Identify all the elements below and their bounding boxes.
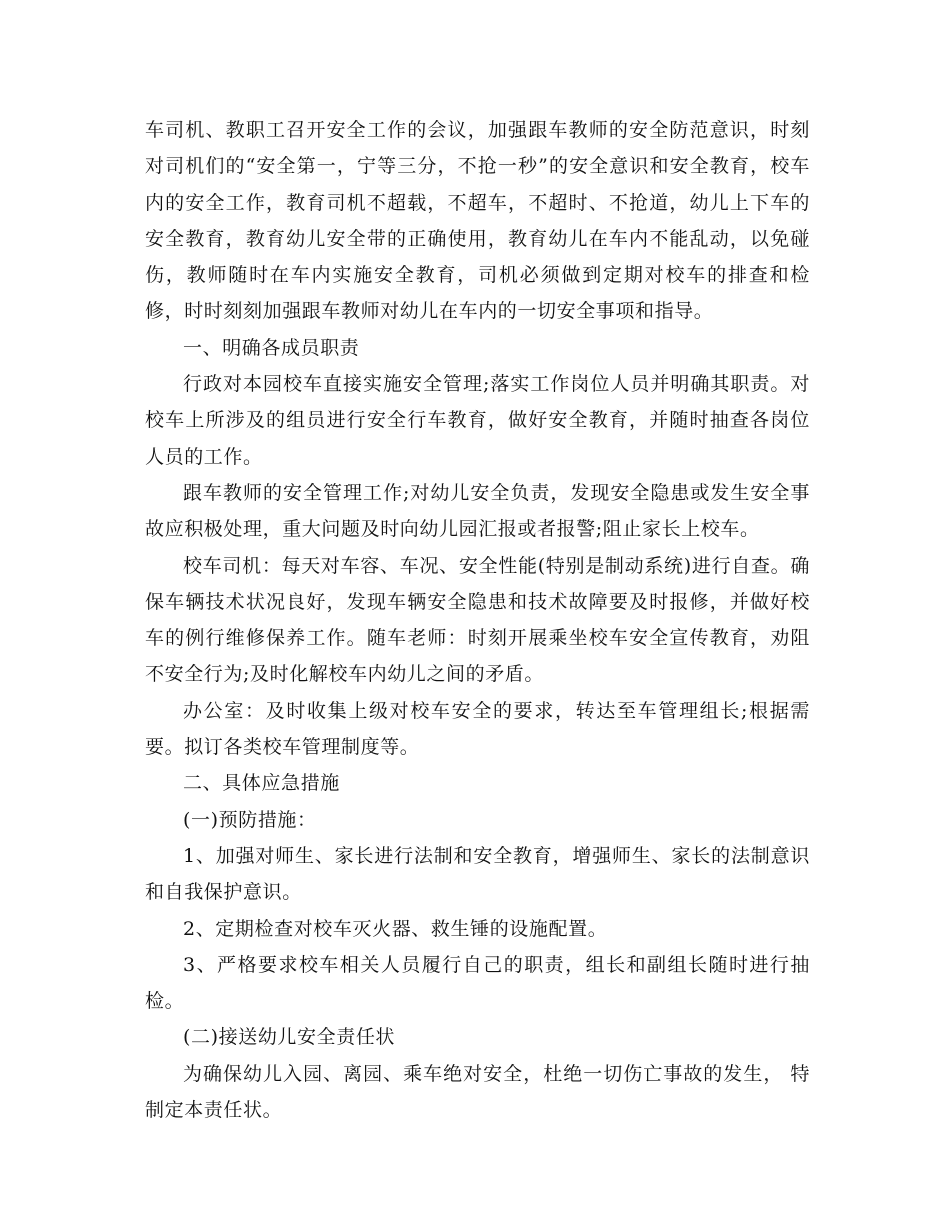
- subheading-responsibility-letter: (二)接送幼儿安全责任状: [183, 1026, 396, 1049]
- paragraph-responsibility-letter: 为确保幼儿入园、离园、乘车绝对安全，杜绝一切伤亡事故的发生， 特制定本责任状。: [145, 1062, 810, 1122]
- paragraph-bus-driver: 校车司机：每天对车容、车况、安全性能(特别是制动系统)进行自查。确保车辆技术状况良好，发现车辆安全隐患和技术故障要及时报修，并做好校车的例行维修保养工作。随车老师：时刻开展乘坐校车安全宣传教育，劝阻不安全行为;及时化解校车内幼儿之间的矛盾。: [145, 554, 810, 686]
- list-item-1: 1、加强对师生、家长进行法制和安全教育，增强师生、家长的法制意识和自我保护意识。: [145, 844, 810, 904]
- list-item-2: 2、定期检查对校车灭火器、救生锤的设施配置。: [183, 917, 608, 940]
- section-heading-responsibilities: 一、明确各成员职责: [183, 336, 360, 359]
- list-item-3: 3、严格要求校车相关人员履行自己的职责，组长和副组长随时进行抽检。: [145, 953, 810, 1013]
- section-heading-emergency-measures: 二、具体应急措施: [183, 772, 340, 795]
- paragraph-office: 办公室：及时收集上级对校车安全的要求，转达至车管理组长;根据需要。拟订各类校车管理制度等。: [145, 699, 810, 759]
- subheading-prevention: (一)预防措施：: [183, 808, 317, 831]
- paragraph-administration: 行政对本园校车直接实施安全管理;落实工作岗位人员并明确其职责。对校车上所涉及的组员进行安全行车教育，做好安全教育，并随时抽查各岗位人员的工作。: [145, 373, 810, 468]
- paragraph-continued: 车司机、教职工召开安全工作的会议，加强跟车教师的安全防范意识，时刻对司机们的“安全第一，宁等三分，不抢一秒”的安全意识和安全教育，校车内的安全工作，教育司机不超载，不超车，不超时、不抢道，幼儿上下车的安全教育，教育幼儿安全带的正确使用，教育幼儿在车内不能乱动，以免碰伤，教师随时在车内实施安全教育，司机必须做到定期对校车的排查和检修，时时刻刻加强跟车教师对幼儿在车内的一切安全事项和指导。: [145, 119, 810, 323]
- paragraph-escort-teacher: 跟车教师的安全管理工作;对幼儿安全负责，发现安全隐患或发生安全事故应积极处理，重大问题及时向幼儿园汇报或者报警;阻止家长上校车。: [145, 481, 810, 541]
- document-body: [145, 112, 810, 1128]
